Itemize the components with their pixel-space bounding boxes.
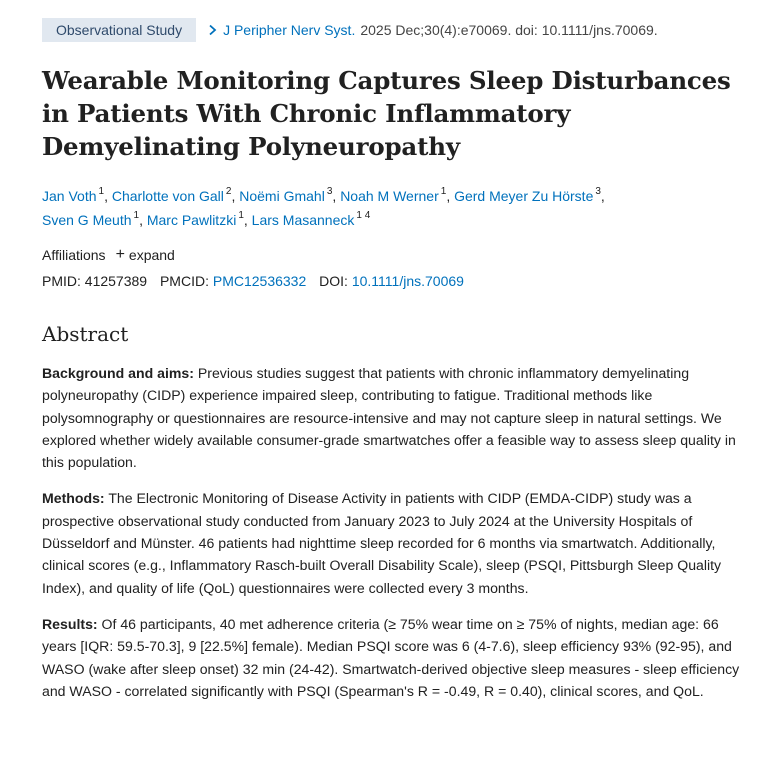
section-text: Of 46 participants, 40 met adherence criteria (≥ 75% wear time on ≥ 75% of nights, median age: 66 years [IQR: 59.5-70.3], 9 [22.5%] female). Median PSQI score was 6 (4-7.6), sleep efficiency 93% (92-95), and WASO (wake after sleep onset) 32 min (24-42). Smartwatch-derived objective sleep measures - sleep efficiency and WASO - correlated significantly with PSQI (Spearman's R = -0.49, R = 0.40), clinical scores, and QoL. bbox=[42, 615, 740, 699]
author-item bbox=[239, 188, 332, 204]
affiliation-number[interactable]: 1 bbox=[98, 186, 105, 198]
author-item bbox=[340, 188, 446, 204]
journal-link[interactable]: J Peripher Nerv Syst. bbox=[223, 22, 356, 38]
expand-label: expand bbox=[128, 247, 175, 263]
section-label: Methods: bbox=[42, 490, 105, 507]
affiliation-number[interactable]: 1 bbox=[440, 186, 447, 198]
section-label: Background and aims: bbox=[42, 365, 194, 381]
abstract-section-background bbox=[42, 362, 744, 473]
pmid-value: 41257389 bbox=[84, 273, 148, 289]
abstract-section-results bbox=[42, 613, 744, 702]
author-link[interactable]: Noah M Werner bbox=[340, 188, 439, 204]
author-link[interactable]: Gerd Meyer Zu Hörste bbox=[454, 188, 594, 204]
abstract-heading: Abstract bbox=[42, 322, 129, 346]
affiliation-number[interactable]: 1 4 bbox=[356, 210, 371, 222]
author-link[interactable]: Jan Voth bbox=[42, 188, 97, 204]
affiliation-number[interactable]: 1 bbox=[133, 210, 140, 222]
identifiers-row bbox=[42, 270, 464, 292]
abstract-section-methods bbox=[42, 487, 744, 598]
pmid-label: PMID: bbox=[42, 273, 81, 289]
doi-link[interactable]: 10.1111/jns.70069 bbox=[351, 273, 464, 289]
section-label: Results: bbox=[42, 615, 98, 632]
doi-label: DOI: bbox=[319, 273, 348, 289]
author-link[interactable]: Marc Pawlitzki bbox=[146, 212, 237, 228]
affiliations-label: Affiliations bbox=[42, 247, 106, 263]
affiliations-toggle[interactable] bbox=[42, 244, 175, 266]
section-text: The Electronic Monitoring of Disease Activity in patients with CIDP (EMDA-CIDP) study was a prospective observational study conducted from January 2023 to July 2024 at the University Hospitals of Düsseldorf and Münster. 46 patients had nighttime sleep recorded for 6 months via smartwatch. Additionally, clinical scores (e.g., Inflammatory Rasch-built Overall Disability Scale), sleep (PSQI, Pittsburgh Sleep Quality Index), and quality of life (QoL) questionnaires were collected every 3 months. bbox=[42, 490, 722, 596]
author-item bbox=[42, 212, 139, 228]
author-link[interactable]: Noëmi Gmahl bbox=[239, 188, 325, 204]
pmcid-link[interactable]: PMC12536332 bbox=[212, 273, 307, 289]
affiliation-number[interactable]: 2 bbox=[225, 186, 232, 198]
citation-details: 2025 Dec;30(4):e70069. doi: 10.1111/jns.70069. bbox=[360, 22, 658, 38]
affiliation-number[interactable]: 3 bbox=[326, 186, 333, 198]
author-item bbox=[454, 188, 601, 204]
author-list: Jan Voth $^1$, Charlotte von Gall $^2$, Noëmi Gmahl $^3$, Noah M Werner $^1$, Gerd Meyer Zu Hörste $^3$, Sven G Meuth $^1$, Marc Pawlitzki $^1$, Lars Masanneck $^{1 4}$ bbox=[42, 186, 605, 228]
affiliation-number[interactable]: 1 bbox=[238, 210, 244, 222]
plus-icon: + bbox=[115, 246, 125, 263]
section-text: Previous studies suggest that patients with chronic inflammatory demyelinating polyneuropathy (CIDP) experience impaired sleep, contributing to fatigue. Traditional methods like polysomnography or questionnaires are resource-intensive and may not capture sleep in natural settings. We explored whether widely available consumer-grade smartwatches offer a feasible way to assess sleep quality in this population. bbox=[42, 365, 736, 471]
author-item bbox=[112, 188, 232, 204]
author-item bbox=[42, 188, 104, 204]
chevron-right-icon[interactable] bbox=[208, 24, 217, 36]
author-item bbox=[252, 212, 371, 228]
abstract-body bbox=[42, 362, 744, 716]
author-item bbox=[147, 212, 244, 228]
author-link[interactable]: Sven G Meuth bbox=[42, 212, 132, 228]
affiliation-number[interactable]: 3 bbox=[595, 186, 601, 198]
author-link[interactable]: Lars Masanneck bbox=[251, 212, 355, 228]
article-title: Wearable Monitoring Captures Sleep Disturbances in Patients With Chronic Inflammatory Demyelinating Polyneuropathy bbox=[42, 66, 731, 161]
author-link[interactable]: Charlotte von Gall bbox=[111, 188, 224, 204]
article-type-badge[interactable]: Observational Study bbox=[42, 18, 196, 42]
pmcid-label: PMCID: bbox=[159, 273, 209, 289]
citation-row bbox=[42, 17, 658, 43]
